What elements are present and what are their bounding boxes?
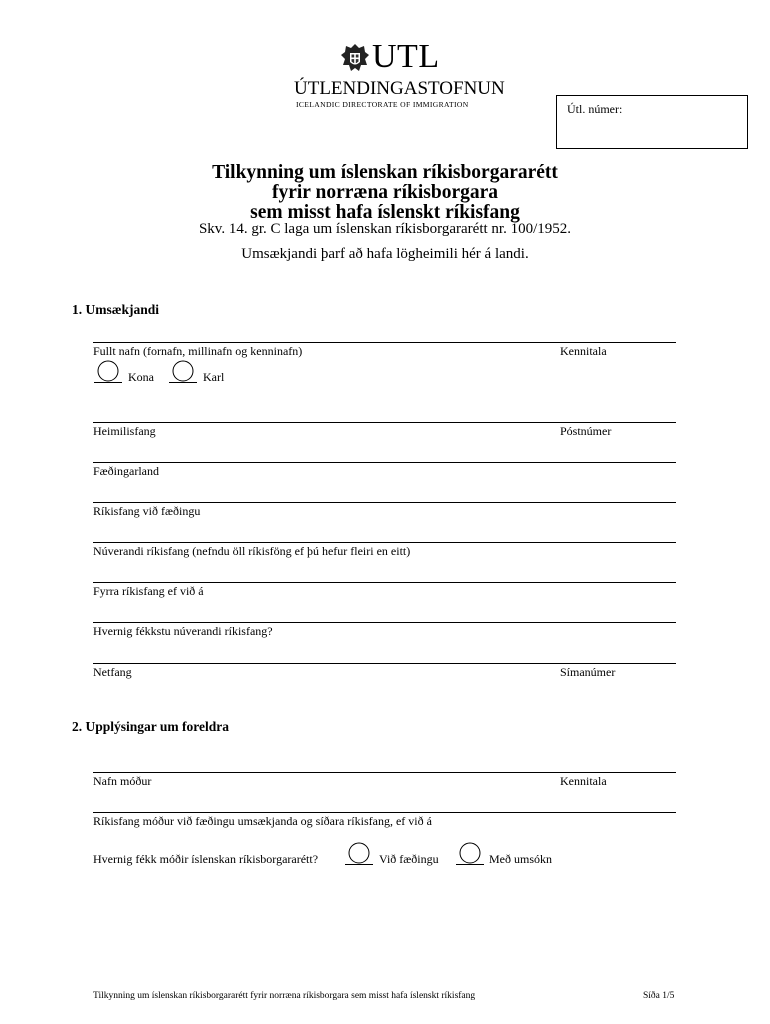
mother-id-number-label: Kennitala — [560, 774, 607, 788]
residence-note: Umsækjandi þarf að hafa lögheimili hér á landi. — [241, 246, 529, 262]
form-title-line2: fyrir norræna ríkisborgara — [271, 182, 499, 203]
form-title-line3: sem misst hafa íslenskt ríkisfang — [250, 202, 520, 223]
citizenship-at-birth-line[interactable] — [93, 502, 676, 503]
org-subtitle: ICELANDIC DIRECTORATE OF IMMIGRATION — [296, 100, 469, 109]
id-number-label: Kennitala — [560, 344, 607, 358]
mother-name-label: Nafn móður — [93, 774, 152, 788]
phone-label: Símanúmer — [560, 665, 616, 679]
citizenship-at-birth-label: Ríkisfang við fæðingu — [93, 504, 201, 518]
birth-country-label: Fæðingarland — [93, 464, 159, 478]
how-obtained-line[interactable] — [93, 622, 676, 623]
coat-of-arms-icon — [340, 42, 370, 74]
gender-male-label: Karl — [203, 370, 225, 384]
full-name-label: Fullt nafn (fornafn, millinafn og kenninafn) — [93, 344, 303, 358]
gender-female-label: Kona — [128, 370, 154, 384]
how-obtained-label: Hvernig fékkstu núverandi ríkisfang? — [93, 624, 273, 638]
logo-wordmark: UTL — [372, 38, 440, 75]
page-number: Síða 1/5 — [643, 991, 675, 1001]
law-reference: Skv. 14. gr. C laga um íslenskan ríkisborgararétt nr. 100/1952. — [198, 221, 572, 237]
birth-country-line[interactable] — [93, 462, 676, 463]
email-label: Netfang — [93, 665, 132, 679]
utl-number-box[interactable] — [556, 95, 748, 149]
previous-citizenship-line[interactable] — [93, 582, 676, 583]
section-2-heading: 2. Upplýsingar um foreldra — [72, 719, 230, 734]
footer-text: Tilkynning um íslenskan ríkisborgararétt fyrir norræna ríkisborgara sem misst hafa íslenskt ríkisfang — [93, 991, 476, 1001]
by-application-radio[interactable] — [456, 842, 486, 866]
at-birth-radio[interactable] — [345, 842, 375, 866]
utl-number-label: Útl. númer: — [567, 102, 623, 116]
current-citizenship-line[interactable] — [93, 542, 676, 543]
by-application-label: Með umsókn — [489, 852, 552, 866]
address-label: Heimilisfang — [93, 424, 156, 438]
address-line[interactable] — [93, 422, 676, 423]
email-line[interactable] — [93, 663, 676, 664]
mother-how-label: Hvernig fékk móðir íslenskan ríkisborgararétt? — [93, 852, 319, 866]
current-citizenship-label: Núverandi ríkisfang (nefndu öll ríkisföng ef þú hefur fleiri en eitt) — [93, 544, 411, 558]
full-name-line[interactable] — [93, 342, 676, 343]
postal-code-label: Póstnúmer — [560, 424, 612, 438]
at-birth-label: Við fæðingu — [379, 852, 439, 866]
utl-logo — [292, 38, 505, 110]
org-name: ÚTLENDINGASTOFNUN — [294, 78, 505, 99]
previous-citizenship-label: Fyrra ríkisfang ef við á — [93, 584, 204, 598]
mother-name-line[interactable] — [93, 772, 676, 773]
mother-citizenship-label: Ríkisfang móður við fæðingu umsækjanda og síðara ríkisfang, ef við á — [93, 814, 432, 828]
mother-citizenship-line[interactable] — [93, 812, 676, 813]
form-title-line1: Tilkynning um íslenskan ríkisborgararétt — [212, 162, 558, 183]
gender-male-radio[interactable] — [169, 360, 199, 384]
gender-female-radio[interactable] — [94, 360, 124, 384]
section-1-heading: 1. Umsækjandi — [72, 302, 160, 317]
